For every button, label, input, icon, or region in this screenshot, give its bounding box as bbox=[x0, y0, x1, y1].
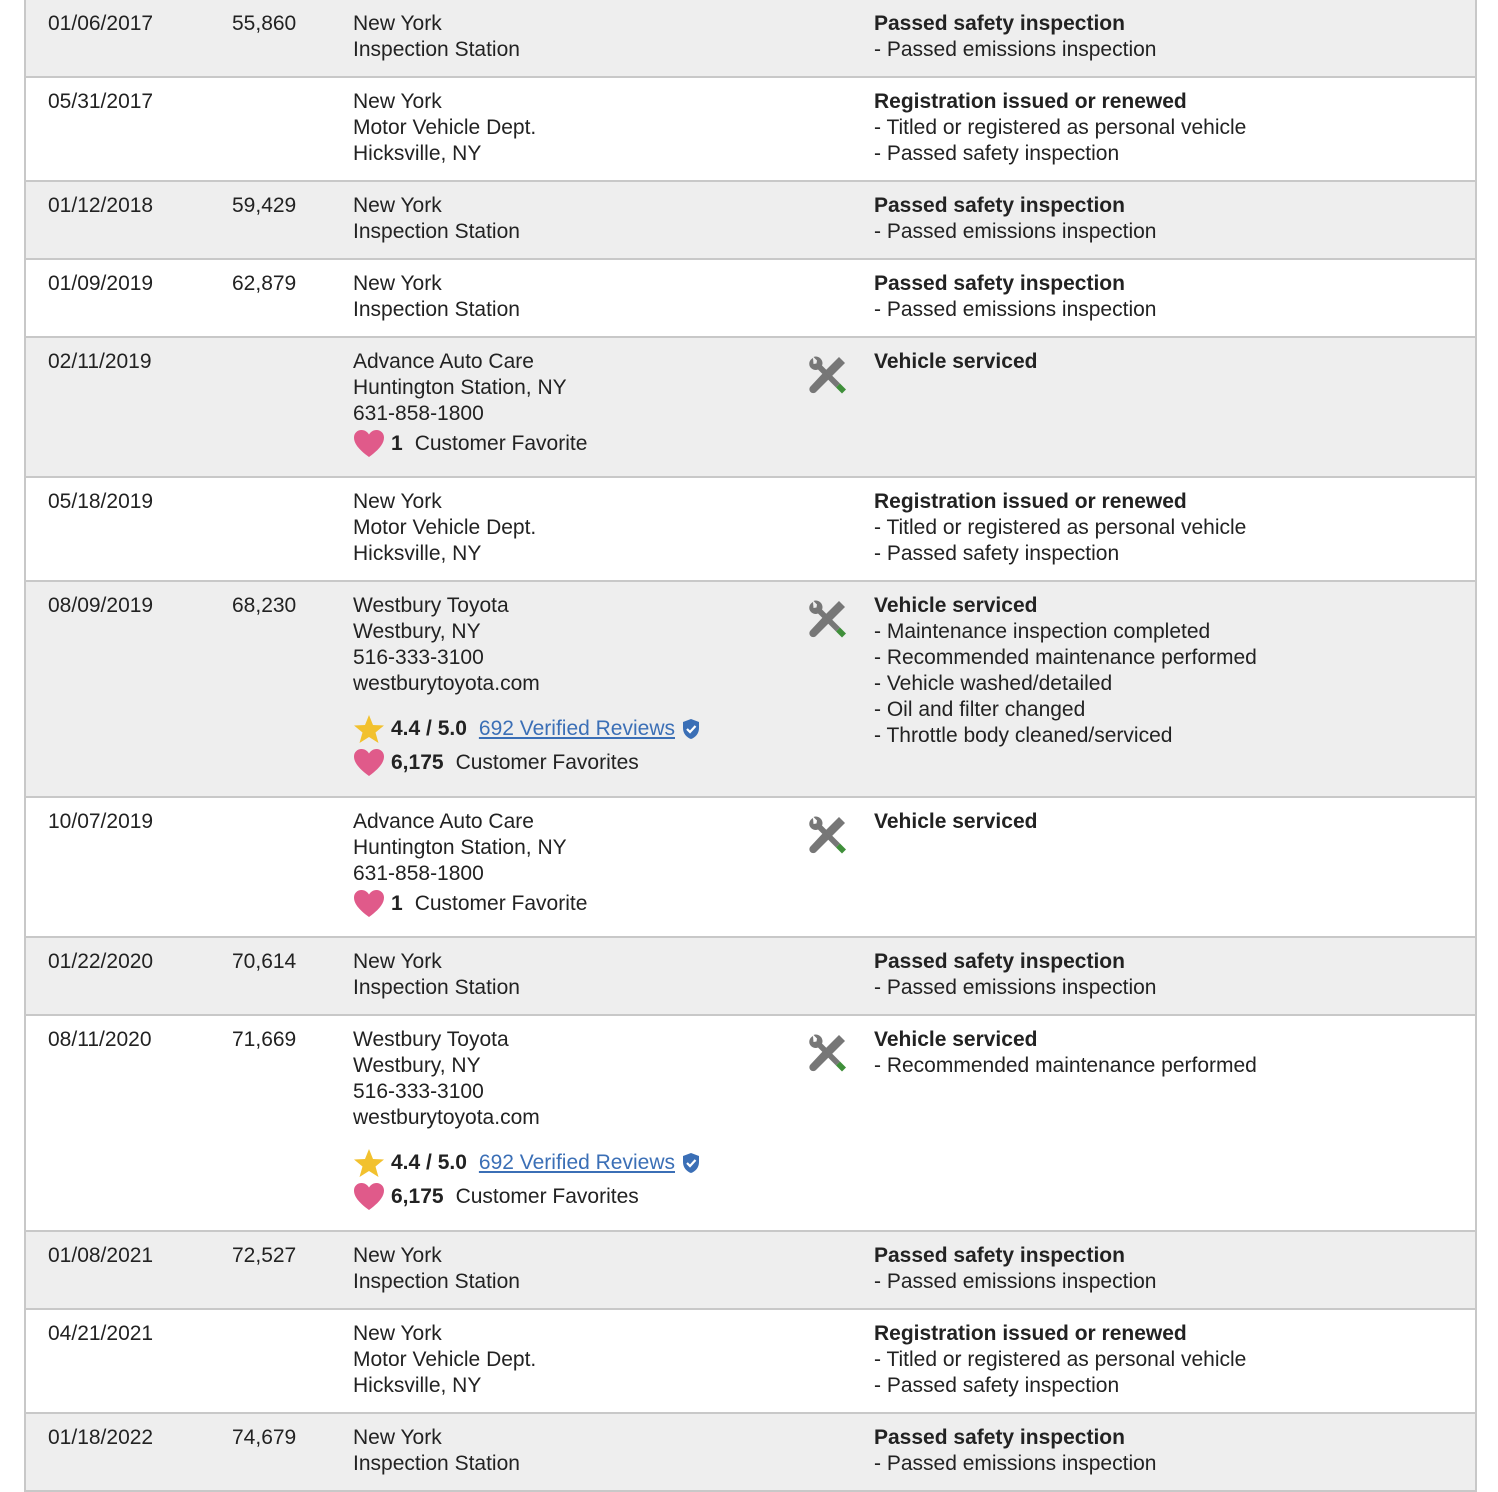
service-wrench-icon bbox=[806, 1032, 848, 1074]
favorites-label: Customer Favorite bbox=[414, 892, 588, 915]
heart-icon bbox=[353, 429, 385, 459]
rating-score: 4.4 / 5.0 bbox=[391, 717, 467, 740]
table-row bbox=[26, 1016, 1475, 1232]
odometer-reading: 68,230 bbox=[232, 594, 297, 617]
record-details bbox=[874, 949, 1464, 1001]
detail-item: - Passed emissions inspection bbox=[874, 38, 1157, 61]
table-row bbox=[26, 260, 1475, 338]
detail-item: - Passed emissions inspection bbox=[874, 1452, 1157, 1475]
source-line: New York bbox=[353, 1426, 442, 1449]
source-line: Westbury, NY bbox=[353, 620, 481, 643]
source-line: Westbury Toyota bbox=[353, 1028, 509, 1051]
detail-item: - Throttle body cleaned/serviced bbox=[874, 724, 1173, 747]
detail-title: Passed safety inspection bbox=[874, 272, 1125, 295]
table-row bbox=[26, 478, 1475, 582]
heart-icon bbox=[353, 1182, 385, 1212]
source-info bbox=[353, 593, 793, 779]
odometer-reading: 70,614 bbox=[232, 950, 297, 973]
source-line: Advance Auto Care bbox=[353, 810, 534, 833]
odometer-reading: 71,669 bbox=[232, 1028, 297, 1051]
favorites-count: 1 bbox=[391, 432, 403, 455]
source-line: New York bbox=[353, 194, 442, 217]
record-date: 01/09/2019 bbox=[48, 272, 154, 295]
record-date: 04/21/2021 bbox=[48, 1322, 154, 1345]
record-date: 05/18/2019 bbox=[48, 490, 154, 513]
source-info bbox=[353, 349, 793, 460]
source-line: Inspection Station bbox=[353, 38, 520, 61]
rating-score: 4.4 / 5.0 bbox=[391, 1151, 467, 1174]
source-info bbox=[353, 89, 793, 167]
source-line: Hicksville, NY bbox=[353, 142, 482, 165]
source-line: 516-333-3100 bbox=[353, 1080, 484, 1103]
detail-item: - Titled or registered as personal vehicle bbox=[874, 1348, 1247, 1371]
source-line: Motor Vehicle Dept. bbox=[353, 516, 537, 539]
record-details bbox=[874, 809, 1464, 835]
record-date: 05/31/2017 bbox=[48, 90, 154, 113]
favorites-label: Customer Favorites bbox=[455, 1185, 639, 1208]
source-info bbox=[353, 489, 793, 567]
table-row bbox=[26, 798, 1475, 938]
detail-item: - Passed emissions inspection bbox=[874, 298, 1157, 321]
detail-item: - Passed emissions inspection bbox=[874, 220, 1157, 243]
record-details bbox=[874, 1425, 1464, 1477]
verified-shield-icon bbox=[681, 718, 701, 740]
verified-reviews-link[interactable]: 692 Verified Reviews bbox=[478, 1151, 675, 1174]
detail-title: Vehicle serviced bbox=[874, 594, 1038, 617]
favorites-count: 6,175 bbox=[391, 751, 444, 774]
service-wrench-icon bbox=[806, 598, 848, 640]
source-info bbox=[353, 11, 793, 63]
source-info bbox=[353, 1425, 793, 1477]
detail-title: Registration issued or renewed bbox=[874, 90, 1187, 113]
record-date: 02/11/2019 bbox=[48, 350, 152, 373]
detail-item: - Passed safety inspection bbox=[874, 142, 1120, 165]
record-date: 01/12/2018 bbox=[48, 194, 154, 217]
source-line: New York bbox=[353, 1322, 442, 1345]
detail-item: - Recommended maintenance performed bbox=[874, 646, 1257, 669]
service-wrench-icon bbox=[806, 814, 848, 856]
source-line: Westbury Toyota bbox=[353, 594, 509, 617]
source-line: New York bbox=[353, 12, 442, 35]
table-row bbox=[26, 1414, 1475, 1492]
source-line: Motor Vehicle Dept. bbox=[353, 1348, 537, 1371]
heart-icon bbox=[353, 748, 385, 778]
detail-item: - Vehicle washed/detailed bbox=[874, 672, 1113, 695]
odometer-reading: 74,679 bbox=[232, 1426, 297, 1449]
verified-reviews-link[interactable]: 692 Verified Reviews bbox=[478, 717, 675, 740]
source-line: New York bbox=[353, 272, 442, 295]
source-line: Advance Auto Care bbox=[353, 350, 534, 373]
source-info bbox=[353, 193, 793, 245]
record-details bbox=[874, 1243, 1464, 1295]
record-details bbox=[874, 271, 1464, 323]
detail-title: Vehicle serviced bbox=[874, 1028, 1038, 1051]
record-date: 01/22/2020 bbox=[48, 950, 154, 973]
table-row bbox=[26, 182, 1475, 260]
detail-title: Vehicle serviced bbox=[874, 350, 1038, 373]
favorites-count: 6,175 bbox=[391, 1185, 444, 1208]
customer-favorites bbox=[353, 1181, 793, 1213]
detail-item: - Maintenance inspection completed bbox=[874, 620, 1211, 643]
record-details bbox=[874, 11, 1464, 63]
rating-summary bbox=[353, 1147, 793, 1179]
source-info bbox=[353, 271, 793, 323]
source-line: Inspection Station bbox=[353, 976, 520, 999]
source-line: 631-858-1800 bbox=[353, 402, 484, 425]
detail-title: Passed safety inspection bbox=[874, 12, 1125, 35]
detail-item: - Recommended maintenance performed bbox=[874, 1054, 1257, 1077]
detail-title: Registration issued or renewed bbox=[874, 490, 1187, 513]
record-details bbox=[874, 349, 1464, 375]
source-line: Inspection Station bbox=[353, 220, 520, 243]
record-details bbox=[874, 193, 1464, 245]
source-line: Westbury, NY bbox=[353, 1054, 481, 1077]
source-info bbox=[353, 809, 793, 920]
detail-item: - Oil and filter changed bbox=[874, 698, 1086, 721]
detail-title: Passed safety inspection bbox=[874, 1426, 1125, 1449]
customer-favorites bbox=[353, 428, 793, 460]
odometer-reading: 62,879 bbox=[232, 272, 297, 295]
detail-title: Passed safety inspection bbox=[874, 950, 1125, 973]
source-line: 631-858-1800 bbox=[353, 862, 484, 885]
record-details bbox=[874, 489, 1464, 567]
record-date: 08/09/2019 bbox=[48, 594, 154, 617]
source-line: westburytoyota.com bbox=[353, 1106, 540, 1129]
source-line: New York bbox=[353, 1244, 442, 1267]
source-line: westburytoyota.com bbox=[353, 672, 540, 695]
table-row bbox=[26, 0, 1475, 78]
table-row bbox=[26, 582, 1475, 798]
star-icon bbox=[353, 1148, 385, 1178]
odometer-reading: 55,860 bbox=[232, 12, 297, 35]
detail-item: - Passed emissions inspection bbox=[874, 1270, 1157, 1293]
source-info bbox=[353, 1321, 793, 1399]
detail-item: - Passed safety inspection bbox=[874, 542, 1120, 565]
source-line: Hicksville, NY bbox=[353, 1374, 482, 1397]
star-icon bbox=[353, 714, 385, 744]
customer-favorites bbox=[353, 747, 793, 779]
detail-title: Passed safety inspection bbox=[874, 194, 1125, 217]
table-row bbox=[26, 78, 1475, 182]
favorites-label: Customer Favorites bbox=[455, 751, 639, 774]
odometer-reading: 72,527 bbox=[232, 1244, 297, 1267]
verified-shield-icon bbox=[681, 1152, 701, 1174]
source-info bbox=[353, 1027, 793, 1213]
detail-item: - Titled or registered as personal vehicle bbox=[874, 516, 1247, 539]
source-line: New York bbox=[353, 950, 442, 973]
record-details bbox=[874, 1027, 1464, 1079]
source-info bbox=[353, 1243, 793, 1295]
record-details bbox=[874, 89, 1464, 167]
rating-summary bbox=[353, 713, 793, 745]
table-row bbox=[26, 338, 1475, 478]
record-date: 01/08/2021 bbox=[48, 1244, 154, 1267]
source-line: Huntington Station, NY bbox=[353, 376, 567, 399]
detail-item: - Titled or registered as personal vehicle bbox=[874, 116, 1247, 139]
record-date: 01/18/2022 bbox=[48, 1426, 154, 1449]
table-row bbox=[26, 1232, 1475, 1310]
source-info bbox=[353, 949, 793, 1001]
odometer-reading: 59,429 bbox=[232, 194, 297, 217]
vehicle-history-table bbox=[24, 0, 1477, 1492]
customer-favorites bbox=[353, 888, 793, 920]
table-row bbox=[26, 1310, 1475, 1414]
source-line: Huntington Station, NY bbox=[353, 836, 567, 859]
source-line: Inspection Station bbox=[353, 1270, 520, 1293]
source-line: 516-333-3100 bbox=[353, 646, 484, 669]
favorites-count: 1 bbox=[391, 892, 403, 915]
record-date: 08/11/2020 bbox=[48, 1028, 152, 1051]
source-line: Inspection Station bbox=[353, 298, 520, 321]
detail-title: Passed safety inspection bbox=[874, 1244, 1125, 1267]
detail-item: - Passed emissions inspection bbox=[874, 976, 1157, 999]
source-line: New York bbox=[353, 90, 442, 113]
source-line: New York bbox=[353, 490, 442, 513]
detail-title: Vehicle serviced bbox=[874, 810, 1038, 833]
detail-item: - Passed safety inspection bbox=[874, 1374, 1120, 1397]
favorites-label: Customer Favorite bbox=[414, 432, 588, 455]
source-line: Inspection Station bbox=[353, 1452, 520, 1475]
heart-icon bbox=[353, 889, 385, 919]
detail-title: Registration issued or renewed bbox=[874, 1322, 1187, 1345]
source-line: Hicksville, NY bbox=[353, 542, 482, 565]
record-details bbox=[874, 593, 1464, 749]
source-line: Motor Vehicle Dept. bbox=[353, 116, 537, 139]
table-row bbox=[26, 938, 1475, 1016]
record-details bbox=[874, 1321, 1464, 1399]
service-wrench-icon bbox=[806, 354, 848, 396]
record-date: 10/07/2019 bbox=[48, 810, 154, 833]
record-date: 01/06/2017 bbox=[48, 12, 154, 35]
